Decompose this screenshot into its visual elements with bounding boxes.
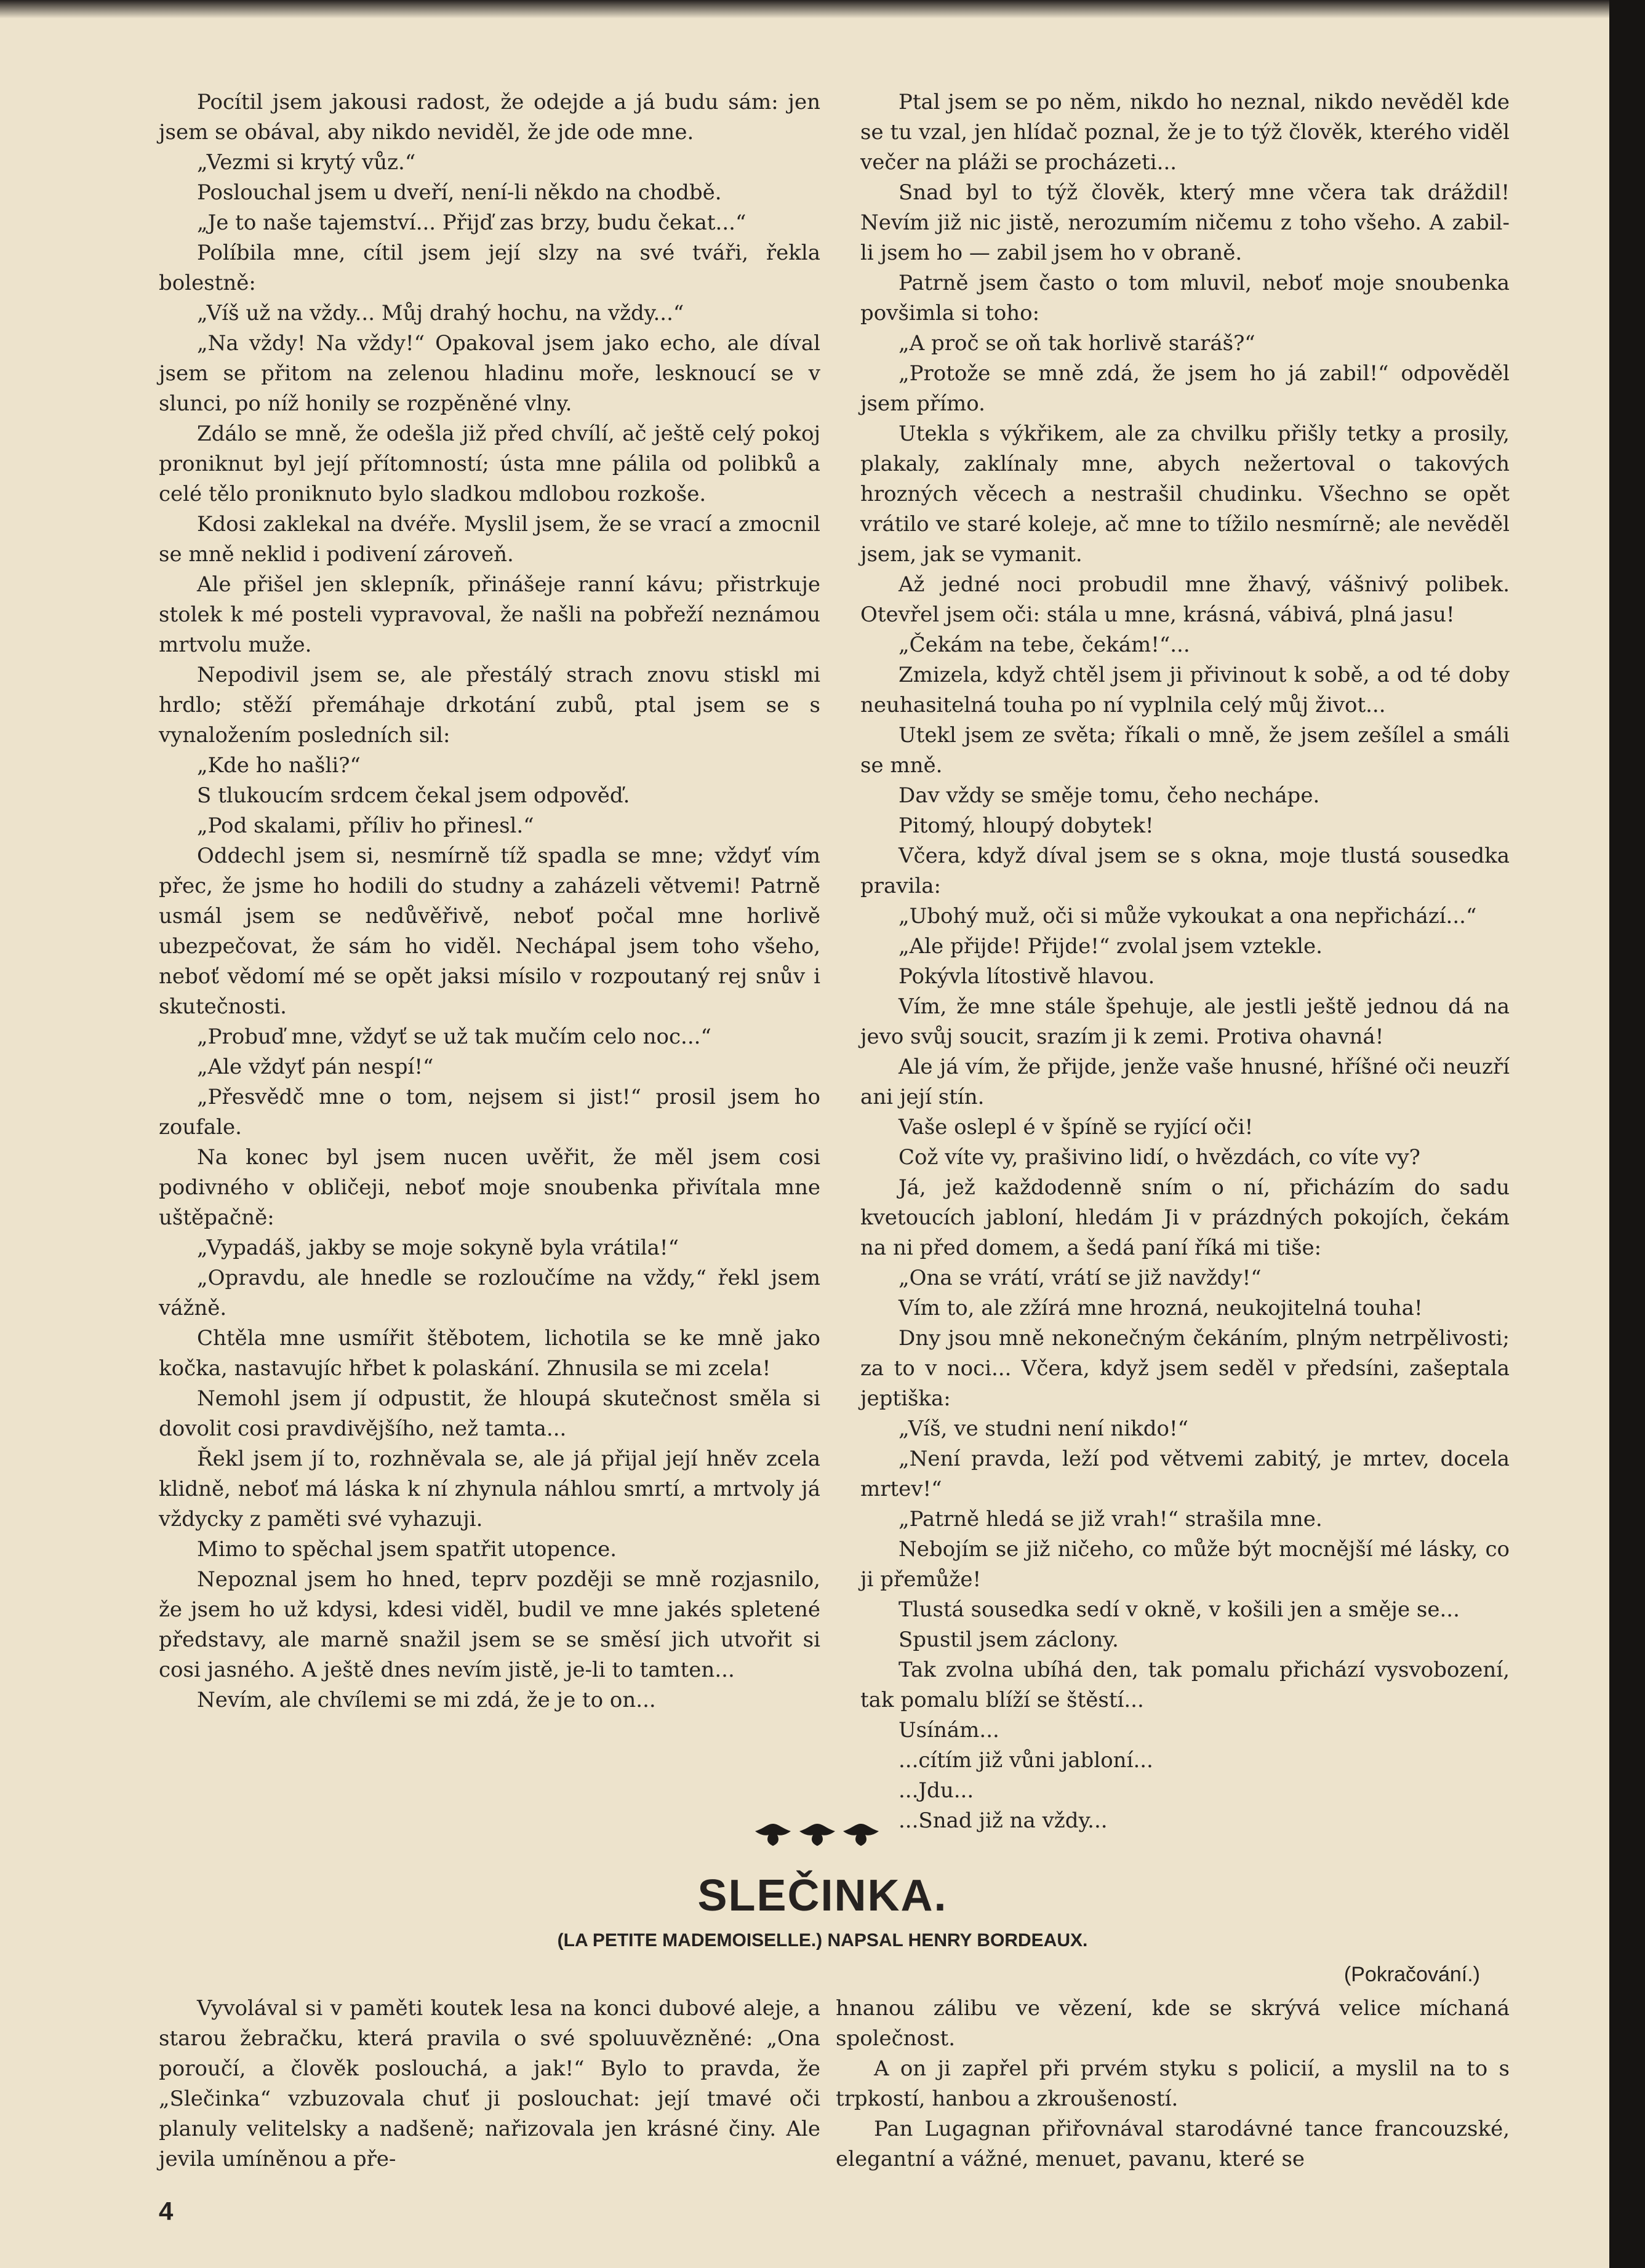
paragraph: Tlustá sousedka sedí v okně, v košili jen a směje se... xyxy=(899,1597,1460,1622)
paragraph: Dav vždy se směje tomu, čeho nechápe. xyxy=(899,783,1320,808)
paragraph-continuation: hnanou zálibu ve vězení, kde se skrývá velice míchaná společnost. xyxy=(836,1996,1510,2051)
paragraph: „A proč se oň tak horlivě staráš?“ xyxy=(899,331,1255,356)
paragraph: Chtěla mne usmířit štěbotem, lichotila se ke mně jako kočka, nastavujíc hřbet k polaskání. Zhnusila se mi zcela! xyxy=(159,1326,820,1381)
paragraph: Zdálo se mně, že odešla již před chvílí, ač ještě celý pokoj proniknut byl její přítomností; ústa mne pálila od polibků a celé tělo proniknuto bylo sladkou mdlobou rozkoše. xyxy=(159,421,820,506)
paragraph: Ale přišel jen sklepník, přinášeje ranní kávu; přistrkuje stolek k mé posteli vypravoval, že našli na pobřeží neznámou mrtvolu muže. xyxy=(159,572,820,657)
paragraph: Kdosi zaklekal na dvéře. Myslil jsem, že se vrací a zmocnil se mně neklid i podivení zároveň. xyxy=(159,512,820,567)
paragraph: „Je to naše tajemství... Přijď zas brzy, budu čekat...“ xyxy=(197,210,746,235)
paragraph: „Přesvědč mne o tom, nejsem si jist!“ prosil jsem ho zoufale. xyxy=(159,1085,820,1140)
paragraph: Poslouchal jsem u dveří, není-li někdo na chodbě. xyxy=(197,180,722,205)
leaf-ornament-icon xyxy=(754,1821,792,1847)
paragraph: Políbila mne, cítil jsem její slzy na své tváři, řekla bolestně: xyxy=(159,241,820,295)
paragraph: Nevím, ale chvílemi se mi zdá, že je to on... xyxy=(197,1688,656,1712)
paragraph: Ale já vím, že přijde, jenže vaše hnusné, hříšné oči neuzří ani její stín. xyxy=(860,1055,1510,1109)
paragraph: Až jedné noci probudil mne žhavý, vášnivý polibek. Otevřel jsem oči: stála u mne, krásná, vábivá, plná jasu! xyxy=(860,572,1510,627)
paragraph: Patrně jsem často o tom mluvil, neboť moje snoubenka povšimla si toho: xyxy=(860,271,1510,325)
paragraph: Včera, když díval jsem se s okna, moje tlustá sousedka pravila: xyxy=(860,844,1510,898)
story-right-column xyxy=(860,87,1510,1836)
novel-right-column xyxy=(836,1994,1510,2174)
paragraph: „Vezmi si krytý vůz.“ xyxy=(197,150,416,175)
paragraph: ...cítím již vůni jabloní... xyxy=(899,1748,1153,1773)
page-number: 4 xyxy=(159,2197,174,2226)
page-right-edge xyxy=(1609,0,1645,2268)
story-left-column xyxy=(159,87,820,1715)
paragraph: Snad byl to týž člověk, který mne včera tak dráždil! Nevím již nic jistě, nerozumím ničemu z toho všeho. A zabil-li jsem ho — zabil jsem ho v obraně. xyxy=(860,180,1510,265)
paragraph: ...Jdu... xyxy=(899,1778,974,1803)
paragraph: Ptal jsem se po něm, nikdo ho neznal, nikdo nevěděl kde se tu vzal, jen hlídač poznal, že je to týž člověk, kterého viděl večer na pláži se procházeti... xyxy=(860,90,1510,175)
paragraph: ...Snad již na vždy... xyxy=(899,1808,1108,1833)
article-title: SLEČINKA. xyxy=(697,1871,948,1920)
paragraph: „Patrně hledá se již vrah!“ strašila mne. xyxy=(899,1507,1323,1531)
paragraph: Dny jsou mně nekonečným čekáním, plným netrpělivosti; za to v noci... Včera, když jsem seděl v předsíni, zašeptala jeptiška: xyxy=(860,1326,1510,1411)
paragraph: Vaše oslepl é v špíně se ryjící oči! xyxy=(899,1115,1254,1140)
paragraph: A on ji zapřel při prvém styku s policií, a myslil na to s trpkostí, hanbou a zkroušeností. xyxy=(836,2056,1510,2111)
paragraph: „Probuď mne, vždyť se už tak mučím celo noc...“ xyxy=(197,1024,711,1049)
paragraph: Nepoznal jsem ho hned, teprv později se mně rozjasnilo, že jsem ho už kdysi, kdesi viděl, budil ve mne jakés spletené představy, ale marně snažil jsem se se směsí jich utvořit si cosi jasného. A ještě dnes nevím jistě, je-li to tamten... xyxy=(159,1567,820,1682)
leaf-ornament-icon xyxy=(842,1821,880,1847)
paragraph: Pokývla lítostivě hlavou. xyxy=(899,964,1155,989)
paragraph: „Čekám na tebe, čekám!“... xyxy=(899,633,1190,657)
paragraph: Na konec byl jsem nucen uvěřit, že měl jsem cosi podivného v obličeji, neboť moje snoubenka přivítala mne uštěpačně: xyxy=(159,1145,820,1230)
paragraph: „Víš, ve studni není nikdo!“ xyxy=(899,1416,1188,1441)
paragraph: Řekl jsem jí to, rozhněvala se, ale já přijal její hněv zcela klidně, neboť má láska k ní zhynula náhlou smrtí, a mrtvoly já vždycky z paměti své vyhazuji. xyxy=(159,1447,820,1531)
paragraph: Nepodivil jsem se, ale přestálý strach znovu stiskl mi hrdlo; stěží přemáhaje drkotání zubů, ptal jsem se s vynaložením posledních sil: xyxy=(159,663,820,748)
paragraph: Utekl jsem ze světa; říkali o mně, že jsem zešílel a smáli se mně. xyxy=(860,723,1510,778)
page-top-shadow xyxy=(0,0,1645,18)
paragraph: Pan Lugagnan přiřovnával starodávné tance francouzské, elegantní a vážné, menuet, pavanu, které se xyxy=(836,2117,1510,2171)
paragraph: Což víte vy, prašivino lidí, o hvězdách, co víte vy? xyxy=(899,1145,1420,1170)
paragraph: Nemohl jsem jí odpustit, že hloupá skutečnost směla si dovolit cosi pravdivějšího, než tamta... xyxy=(159,1386,820,1441)
paragraph: „Ale přijde! Přijde!“ zvolal jsem vztekle. xyxy=(899,934,1323,959)
paragraph: Vím, že mne stále špehuje, ale jestli ještě jednou dá na jevo svůj soucit, srazím ji k zemi. Protiva ohavná! xyxy=(860,994,1510,1049)
paragraph: Vyvolával si v paměti koutek lesa na konci dubové aleje, a starou žebračku, která pravila o své spoluuvězněné: „Ona poroučí, a člověk poslouchá, a jak!“ Bylo to pravda, že „Slečinka“ vzbuzovala chuť ji poslouchat: její tmavé oči planuly velitelsky a nadšeně; nařizovala jen krásné činy. Ale jevila umíněnou a pře- xyxy=(159,1996,820,2171)
paragraph: Nebojím se již ničeho, co může být mocnější mé lásky, co ji přemůže! xyxy=(860,1537,1510,1592)
paragraph: Spustil jsem záclony. xyxy=(899,1627,1119,1652)
paragraph: „Víš už na vždy... Můj drahý hochu, na vždy...“ xyxy=(197,301,684,325)
paragraph: „Opravdu, ale hnedle se rozloučíme na vždy,“ řekl jsem vážně. xyxy=(159,1266,820,1320)
paragraph: „Ubohý muž, oči si může vykoukat a ona nepřichází...“ xyxy=(899,904,1477,928)
paragraph: Vím to, ale zžírá mne hrozná, neukojitelná touha! xyxy=(899,1296,1423,1320)
paragraph: Mimo to spěchal jsem spatřit utopence. xyxy=(197,1537,617,1562)
leaf-ornament-icon xyxy=(798,1821,836,1847)
continued-label: (Pokračování.) xyxy=(1343,1963,1480,1986)
paragraph: „Není pravda, leží pod větvemi zabitý, je mrtev, docela mrtev!“ xyxy=(860,1447,1510,1501)
paragraph: „Ona se vrátí, vrátí se již navždy!“ xyxy=(899,1266,1262,1290)
paragraph: Já, jež každodenně sním o ní, přicházím do sadu kvetoucích jabloní, hledám Ji v prázdných pokojích, čekám na ni před domem, a šedá paní říká mi tiše: xyxy=(860,1175,1510,1260)
paragraph: „Vypadáš, jakby se moje sokyně byla vrátila!“ xyxy=(197,1236,679,1260)
novel-left-column xyxy=(159,1994,820,2174)
paragraph: „Kde ho našli?“ xyxy=(197,753,361,778)
paragraph: Zmizela, když chtěl jsem ji přivinout k sobě, a od té doby neuhasitelná touha po ní vyplnila celý můj život... xyxy=(860,663,1510,717)
paragraph: Usínám... xyxy=(899,1718,999,1743)
paragraph: Oddechl jsem si, nesmírně tíž spadla se mne; vždyť vím přec, že jsme ho hodili do studny a zaházeli větvemi! Patrně usmál jsem se nedůvěřivě, neboť počal mne horlivě ubezpečovat, že sám ho viděl. Nechápal jsem toho všeho, neboť vědomí mé se opět jaksi mísilo v rozpoutaný rej snův i skutečnosti. xyxy=(159,844,820,1019)
paragraph: Tak zvolna ubíhá den, tak pomalu přichází vysvobození, tak pomalu blíží se štěstí... xyxy=(860,1658,1510,1712)
article-subtitle: (LA PETITE MADEMOISELLE.) NAPSAL HENRY BORDEAUX. xyxy=(557,1930,1088,1951)
paragraph: Pocítil jsem jakousi radost, že odejde a já budu sám: jen jsem se obával, aby nikdo neviděl, že jde ode mne. xyxy=(159,90,820,145)
paragraph: S tlukoucím srdcem čekal jsem odpověď. xyxy=(197,783,630,808)
paragraph: Utekla s výkřikem, ale za chvilku přišly tetky a prosily, plakaly, zaklínaly mne, abych nežertoval o takových hrozných věcech a nestrašil chudinku. Všechno se opět vrátilo ve staré koleje, ač mne to tížilo nesmírně; ale nevěděl jsem, jak se vymanit. xyxy=(860,421,1510,567)
paragraph: „Ale vždyť pán nespí!“ xyxy=(197,1055,434,1079)
paragraph: „Na vždy! Na vždy!“ Opakoval jsem jako echo, ale díval jsem se přitom na zelenou hladinu moře, lesknoucí se v slunci, po níž honily se rozpěněné vlny. xyxy=(159,331,820,416)
section-divider-ornament xyxy=(754,1815,880,1853)
paragraph: „Protože se mně zdá, že jsem ho já zabil!“ odpověděl jsem přímo. xyxy=(860,361,1510,416)
paragraph: Pitomý, hloupý dobytek! xyxy=(899,813,1154,838)
paragraph: „Pod skalami, příliv ho přinesl.“ xyxy=(197,813,534,838)
